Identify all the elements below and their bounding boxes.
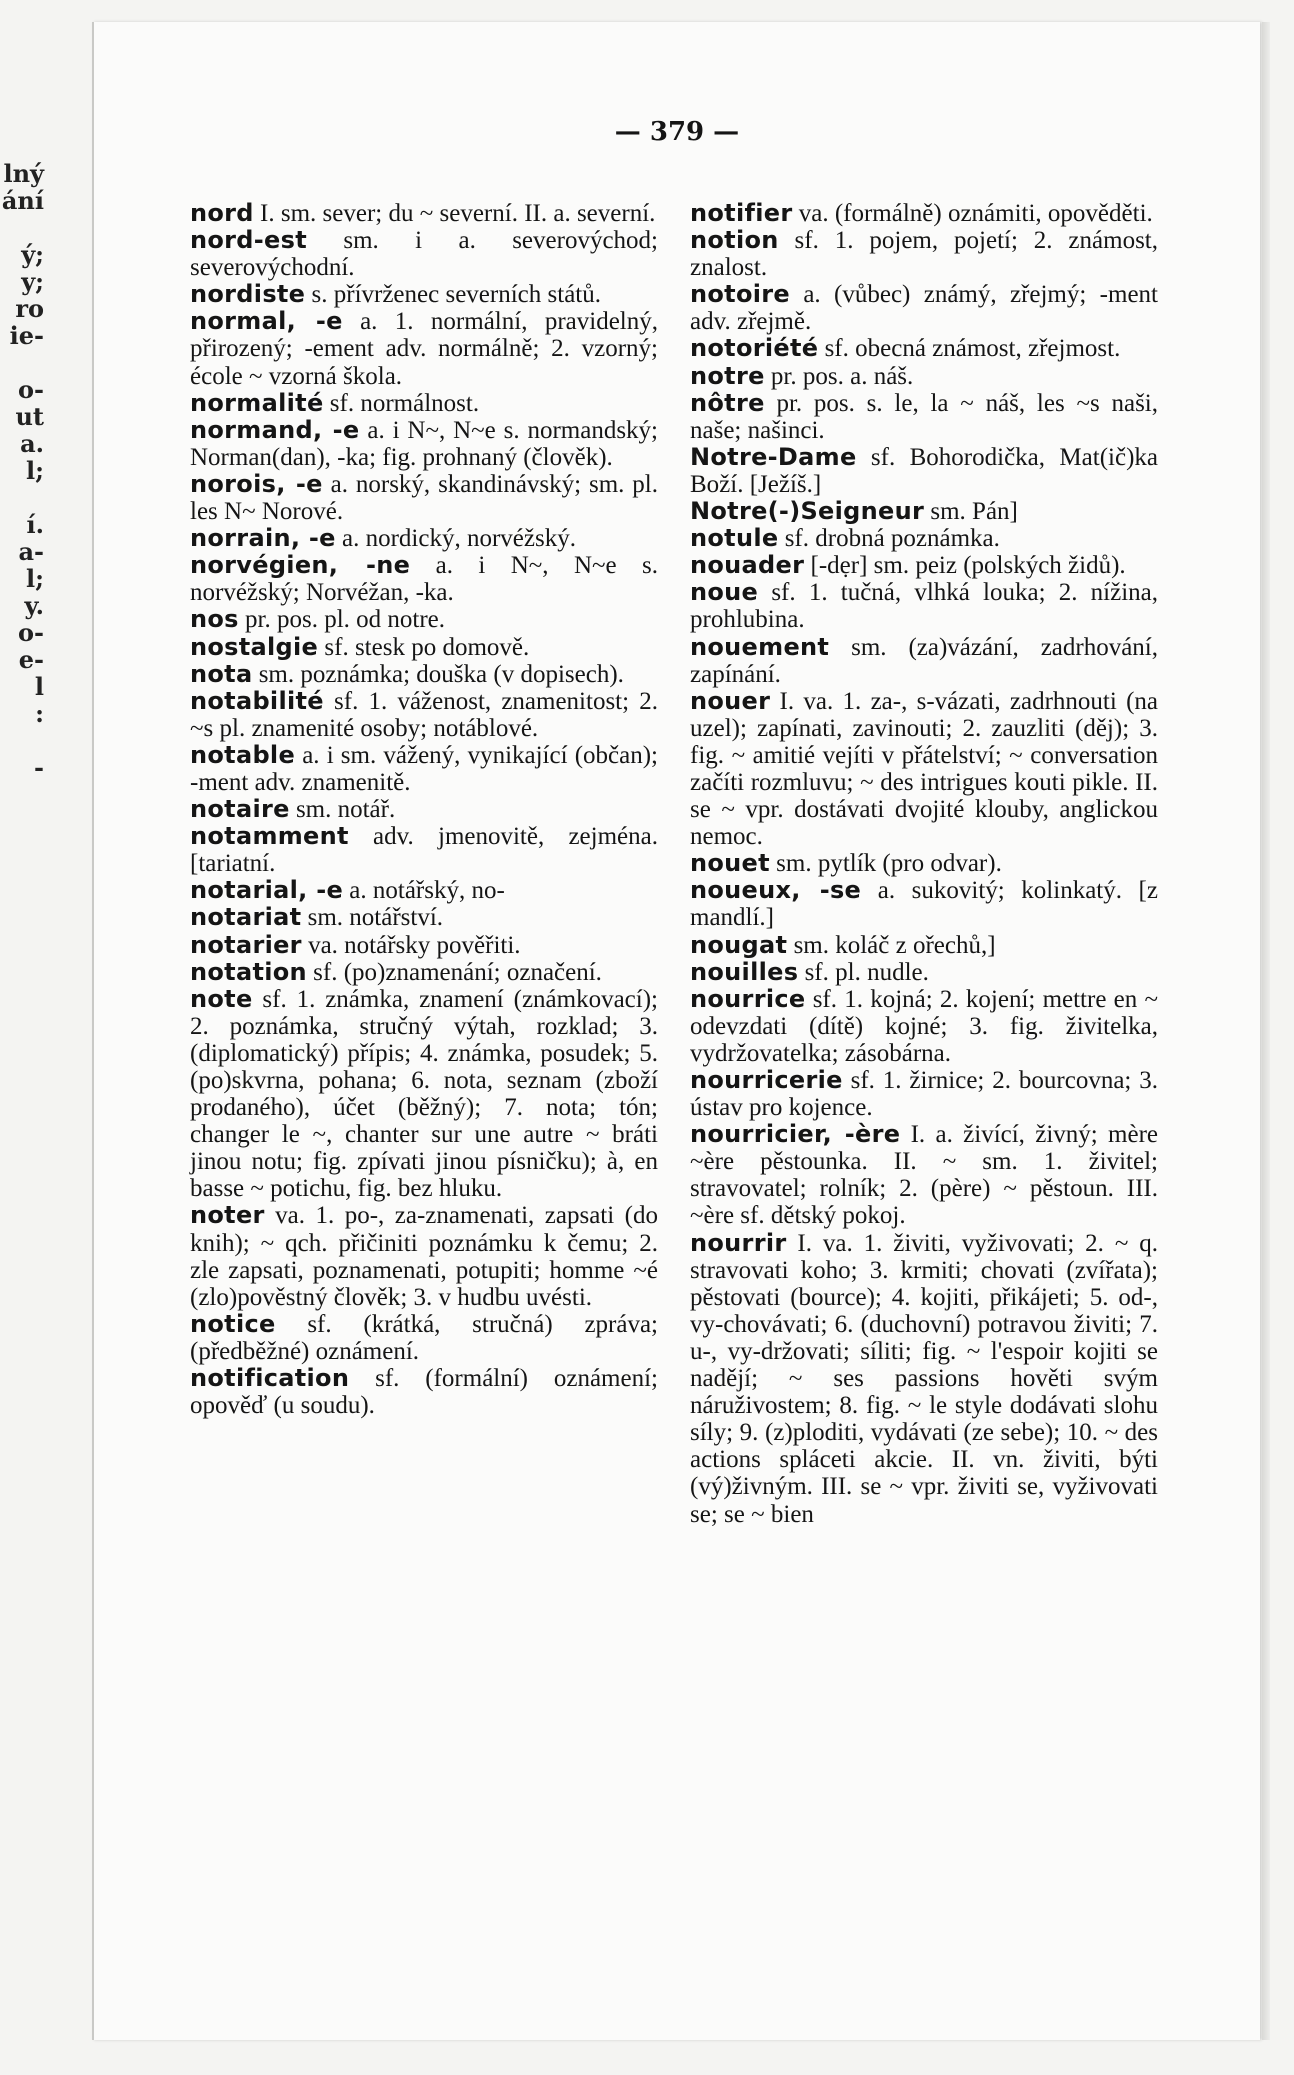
definition: sm. (za)vázání, zadrhování, zapínání. bbox=[690, 633, 1158, 688]
dictionary-entry bbox=[690, 525, 1158, 552]
previous-page-fragment: ý; bbox=[21, 240, 44, 269]
dictionary-entry bbox=[690, 688, 1158, 851]
headword: nostalgie bbox=[190, 632, 319, 661]
headword: Notre(-)Seigneur bbox=[690, 497, 925, 526]
left-column bbox=[190, 200, 658, 1419]
dictionary-entry bbox=[690, 1230, 1158, 1528]
previous-page-fragment: ání bbox=[1, 186, 44, 215]
dictionary-entry bbox=[690, 335, 1158, 362]
headword: notion bbox=[690, 226, 779, 255]
definition: a. 1. normální, pravidelný, přirozený; -ement adv. normálně; 2. vzorný; école ~ vzorná škola. bbox=[190, 308, 658, 390]
previous-page-fragment: lný bbox=[3, 160, 44, 188]
headword: notifier bbox=[690, 199, 793, 227]
headword: normand, -e bbox=[190, 415, 360, 444]
headword: notable bbox=[190, 740, 296, 769]
dictionary-entry bbox=[190, 200, 658, 227]
definition: sm. notář. bbox=[289, 796, 396, 824]
dictionary-entry bbox=[690, 579, 1158, 633]
previous-page-fragment: o- bbox=[18, 618, 44, 647]
dictionary-entry bbox=[190, 417, 658, 471]
dictionary-entry bbox=[190, 552, 658, 606]
dictionary-entry bbox=[190, 525, 658, 552]
previous-page-fragment: y. bbox=[24, 591, 44, 620]
dictionary-entry bbox=[190, 904, 658, 931]
headword: norois, -e bbox=[190, 469, 323, 498]
headword: notice bbox=[190, 1309, 276, 1338]
headword: notation bbox=[190, 957, 307, 986]
headword: nouet bbox=[690, 849, 770, 878]
headword: nourrir bbox=[690, 1228, 787, 1257]
dictionary-entry bbox=[690, 281, 1158, 335]
definition: sf. obecná známost, zřejmost. bbox=[818, 335, 1121, 363]
dictionary-entry bbox=[690, 986, 1158, 1067]
definition: s. přívrženec severních států. bbox=[305, 281, 601, 309]
headword: noueux, -se bbox=[690, 876, 862, 905]
previous-page-fragment bbox=[0, 349, 52, 376]
definition: sf. (po)znamenání; označení. bbox=[306, 958, 602, 986]
headword: notabilité bbox=[190, 686, 324, 715]
headword: nourricerie bbox=[690, 1066, 843, 1094]
dictionary-entry bbox=[690, 959, 1158, 986]
headword: Notre-Dame bbox=[690, 442, 857, 471]
dictionary-entry bbox=[190, 877, 658, 904]
previous-page-fragment: y; bbox=[21, 267, 44, 296]
definition: I. sm. sever; du ~ severní. II. a. severní. bbox=[253, 200, 656, 227]
headword: notaire bbox=[190, 795, 290, 824]
headword: nourricier, -ère bbox=[690, 1120, 901, 1149]
dictionary-entry bbox=[190, 986, 658, 1203]
headword: notule bbox=[690, 524, 779, 553]
dictionary-entry bbox=[690, 390, 1158, 444]
dictionary-entry bbox=[190, 606, 658, 633]
definition: a. nordický, norvéžský. bbox=[335, 525, 576, 553]
definition: sm. poznámka; douška (v dopisech). bbox=[252, 660, 624, 688]
definition: va. notářsky pověřiti. bbox=[301, 931, 521, 959]
definition: a. norský, skandinávský; sm. pl. les N~ Norové. bbox=[190, 470, 658, 526]
definition: sf. 1. známka, znamení (známkovací); 2. poznámka, stručný výtah, rozklad; 3. (diplomatický) přípis; 4. známka, posudek; 5. (po)skvrna, pohana; 6. nota, seznam (zboží prodaného), účet (běžný); 7. nota; tón; changer le ~, chanter sur une autre ~ bráti jinou notu; fig. zpívati jinou písničku); à, en basse ~ potichu, fig. bez hluku. bbox=[190, 985, 658, 1203]
dictionary-entry bbox=[190, 281, 658, 308]
definition: sm. notářství. bbox=[301, 904, 444, 932]
headword: nôtre bbox=[690, 388, 765, 417]
previous-page-fragment bbox=[0, 484, 52, 511]
headword: nouader bbox=[690, 551, 805, 580]
definition: sf. normálnost. bbox=[323, 389, 480, 417]
dictionary-entry bbox=[190, 823, 658, 877]
headword: noue bbox=[690, 578, 759, 607]
dictionary-entry bbox=[190, 634, 658, 661]
definition: sm. Pán] bbox=[924, 498, 1018, 526]
headword: nordiste bbox=[190, 280, 306, 309]
headword: norvégien, -ne bbox=[190, 551, 411, 580]
headword: nouer bbox=[690, 686, 771, 715]
definition: sf. 1. žirnice; 2. bourcovna; 3. ústav pro kojence. bbox=[690, 1067, 1158, 1122]
dictionary-entry bbox=[190, 1365, 658, 1419]
dictionary-entry bbox=[690, 444, 1158, 498]
dictionary-entry bbox=[190, 1202, 658, 1310]
headword: nougat bbox=[690, 930, 788, 959]
definition: pr. pos. a. náš. bbox=[764, 362, 914, 390]
dictionary-entry bbox=[190, 932, 658, 959]
definition: a. (vůbec) známý, zřejmý; -ment adv. zřejmě. bbox=[690, 281, 1158, 336]
previous-page-fragment: l bbox=[34, 672, 44, 701]
definition: a. sukovitý; kolinkatý. [z mandlí.] bbox=[690, 877, 1158, 932]
dictionary-entry bbox=[690, 932, 1158, 959]
dictionary-entry bbox=[690, 634, 1158, 688]
dictionary-entry bbox=[690, 552, 1158, 579]
headword: normal, -e bbox=[190, 307, 343, 336]
definition: sf. 1. váženost, znamenitost; 2. ~s pl. znamenité osoby; notáblové. bbox=[190, 687, 658, 742]
definition: va. (formálně) oznámiti, opověděti. bbox=[792, 200, 1153, 227]
headword: notre bbox=[690, 361, 765, 390]
definition: a. notářský, no- bbox=[343, 877, 505, 905]
definition: I. va. 1. za-, s-vázati, zadrhnouti (na uzel); zapínati, zavinouti; 2. zauzliti (děj); 3. fig. ~ amitié vejíti v přátelství; ~ conversation začíti rozmluvu; ~ des intrigues kouti pikle. II. se ~ vpr. dostávati dvojité klouby, anglickou nemoc. bbox=[690, 687, 1158, 851]
dictionary-entry bbox=[690, 877, 1158, 931]
definition: sf. 1. kojná; 2. kojení; mettre en ~ odevzdati (dítě) kojné; 3. fig. živitelka, vydržovatelka; zásobárna. bbox=[690, 985, 1158, 1067]
previous-page-fragment: a- bbox=[18, 537, 44, 566]
headword: notoriété bbox=[690, 334, 819, 363]
right-column bbox=[690, 200, 1158, 1528]
previous-page-fragment: : bbox=[35, 699, 44, 728]
page-number: — 379 — bbox=[614, 117, 740, 147]
previous-page-edge bbox=[0, 160, 52, 781]
dictionary-entry bbox=[190, 308, 658, 389]
definition: sm. i a. severovýchod; severovýchodní. bbox=[190, 227, 658, 282]
dictionary-entry bbox=[190, 796, 658, 823]
headword: nouilles bbox=[690, 957, 799, 986]
definition: I. va. 1. živiti, vyživovati; 2. ~ q. stravovati koho; 3. krmiti; chovati (zvířata); pěstovati (bource); 4. kojiti, přikájeti; 5. od-, vy-chovávati; 6. (duchovní) potravou živiti; 7. u-, vy-držovati; síliti; fig. ~ l'espoir kojiti se nadějí; ~ ses passions hověti svým náruživostem; 8. fig. ~ le style dodávati slohu síly; 9. (z)ploditi, vydávati (ze sebe); 10. ~ des actions spláceti akcie. II. vn. živiti, býti (vý)živným. III. se ~ vpr. živiti se, vyživovati se; se ~ bien bbox=[690, 1229, 1158, 1528]
dictionary-entry bbox=[690, 1067, 1158, 1121]
headword: notarier bbox=[190, 930, 302, 959]
headword: norrain, -e bbox=[190, 524, 336, 553]
previous-page-fragment: í. bbox=[26, 510, 44, 539]
dictionary-entry bbox=[690, 498, 1158, 525]
previous-page-fragment bbox=[0, 727, 52, 754]
definition: sm. koláč z ořechů,] bbox=[787, 931, 996, 959]
dictionary-entry bbox=[190, 688, 658, 742]
headword: nourrice bbox=[690, 984, 806, 1013]
previous-page-fragment: l; bbox=[26, 564, 44, 593]
headword: notification bbox=[190, 1364, 350, 1393]
headword: nord bbox=[190, 199, 254, 227]
headword: notarial, -e bbox=[190, 876, 344, 905]
definition: [-dẹr] sm. peiz (polských židů). bbox=[804, 552, 1126, 580]
headword: note bbox=[190, 984, 253, 1013]
previous-page-fragment: - bbox=[34, 753, 44, 781]
dictionary-entry bbox=[190, 959, 658, 986]
dictionary-entry bbox=[690, 1121, 1158, 1229]
definition: sf. Bohorodička, Mat(ič)ka Boží. [Ježíš.] bbox=[690, 443, 1158, 498]
definition: I. a. živící, živný; mère ~ère pěstounka. II. ~ sm. 1. živitel; stravovatel; rolník; 2. (père) ~ pěstoun. III. ~ère sf. dětský pokoj. bbox=[690, 1121, 1158, 1230]
definition: a. i sm. vážený, vynikající (občan); -ment adv. znamenitě. bbox=[190, 741, 658, 796]
previous-page-fragment: a. bbox=[20, 429, 44, 458]
definition: pr. pos. pl. od notre. bbox=[238, 606, 446, 634]
dictionary-entry bbox=[690, 227, 1158, 281]
dictionary-entry bbox=[690, 363, 1158, 390]
definition: sf. 1. pojem, pojetí; 2. známost, znalost. bbox=[690, 227, 1158, 282]
dictionary-entry bbox=[190, 471, 658, 525]
headword: nota bbox=[190, 659, 253, 688]
previous-page-fragment: l; bbox=[26, 456, 44, 485]
definition: sf. (krátká, stručná) zpráva; (předběžné) oznámení. bbox=[190, 1310, 658, 1365]
definition: va. 1. po-, za-znamenati, zapsati (do knih); ~ qch. přičiniti poznámku k čemu; 2. zle zapsati, poznamenati, potupiti; homme ~é (zlo)pověstný člověk; 3. v hudbu uvésti. bbox=[190, 1202, 658, 1311]
definition: a. i N~, N~e s. normandský; Norman(dan), -ka; fig. prohnaný (člověk). bbox=[190, 416, 659, 471]
dictionary-entry bbox=[190, 1311, 658, 1365]
definition: sf. stesk po domově. bbox=[318, 633, 530, 661]
previous-page-fragment: e- bbox=[18, 645, 44, 674]
definition: a. i N~, N~e s. norvéžský; Norvéžan, -ka. bbox=[190, 552, 658, 607]
previous-page-fragment: ut bbox=[15, 402, 44, 431]
dictionary-entry bbox=[690, 850, 1158, 877]
headword: notariat bbox=[190, 903, 302, 932]
definition: sf. 1. tučná, vlhká louka; 2. nížina, prohlubina. bbox=[690, 579, 1158, 634]
definition: pr. pos. s. le, la ~ náš, les ~s naši, naše; našinci. bbox=[690, 389, 1158, 444]
definition: sf. (formální) oznámení; opověď (u soudu). bbox=[190, 1365, 658, 1420]
previous-page-fragment: ie- bbox=[9, 321, 44, 350]
dictionary-entry bbox=[190, 742, 658, 796]
dictionary-entry bbox=[190, 227, 658, 281]
headword: notoire bbox=[690, 280, 790, 309]
definition: sm. pytlík (pro odvar). bbox=[769, 850, 1002, 878]
dictionary-entry bbox=[190, 390, 658, 417]
previous-page-fragment bbox=[0, 214, 52, 241]
headword: noter bbox=[190, 1201, 265, 1230]
dictionary-entry bbox=[690, 200, 1158, 227]
dictionary-page bbox=[92, 22, 1260, 2040]
headword: nouement bbox=[690, 632, 830, 661]
definition: adv. jmenovitě, zejména. [tariatní. bbox=[190, 823, 658, 878]
previous-page-fragment: ro bbox=[15, 294, 44, 323]
headword: normalité bbox=[190, 388, 324, 417]
headword: nos bbox=[190, 605, 239, 634]
headword: nord-est bbox=[190, 226, 307, 255]
definition: sf. pl. nudle. bbox=[798, 958, 929, 986]
dictionary-entry bbox=[190, 661, 658, 688]
definition: sf. drobná poznámka. bbox=[778, 525, 1000, 553]
headword: notamment bbox=[190, 822, 349, 851]
previous-page-fragment: o- bbox=[18, 375, 44, 404]
